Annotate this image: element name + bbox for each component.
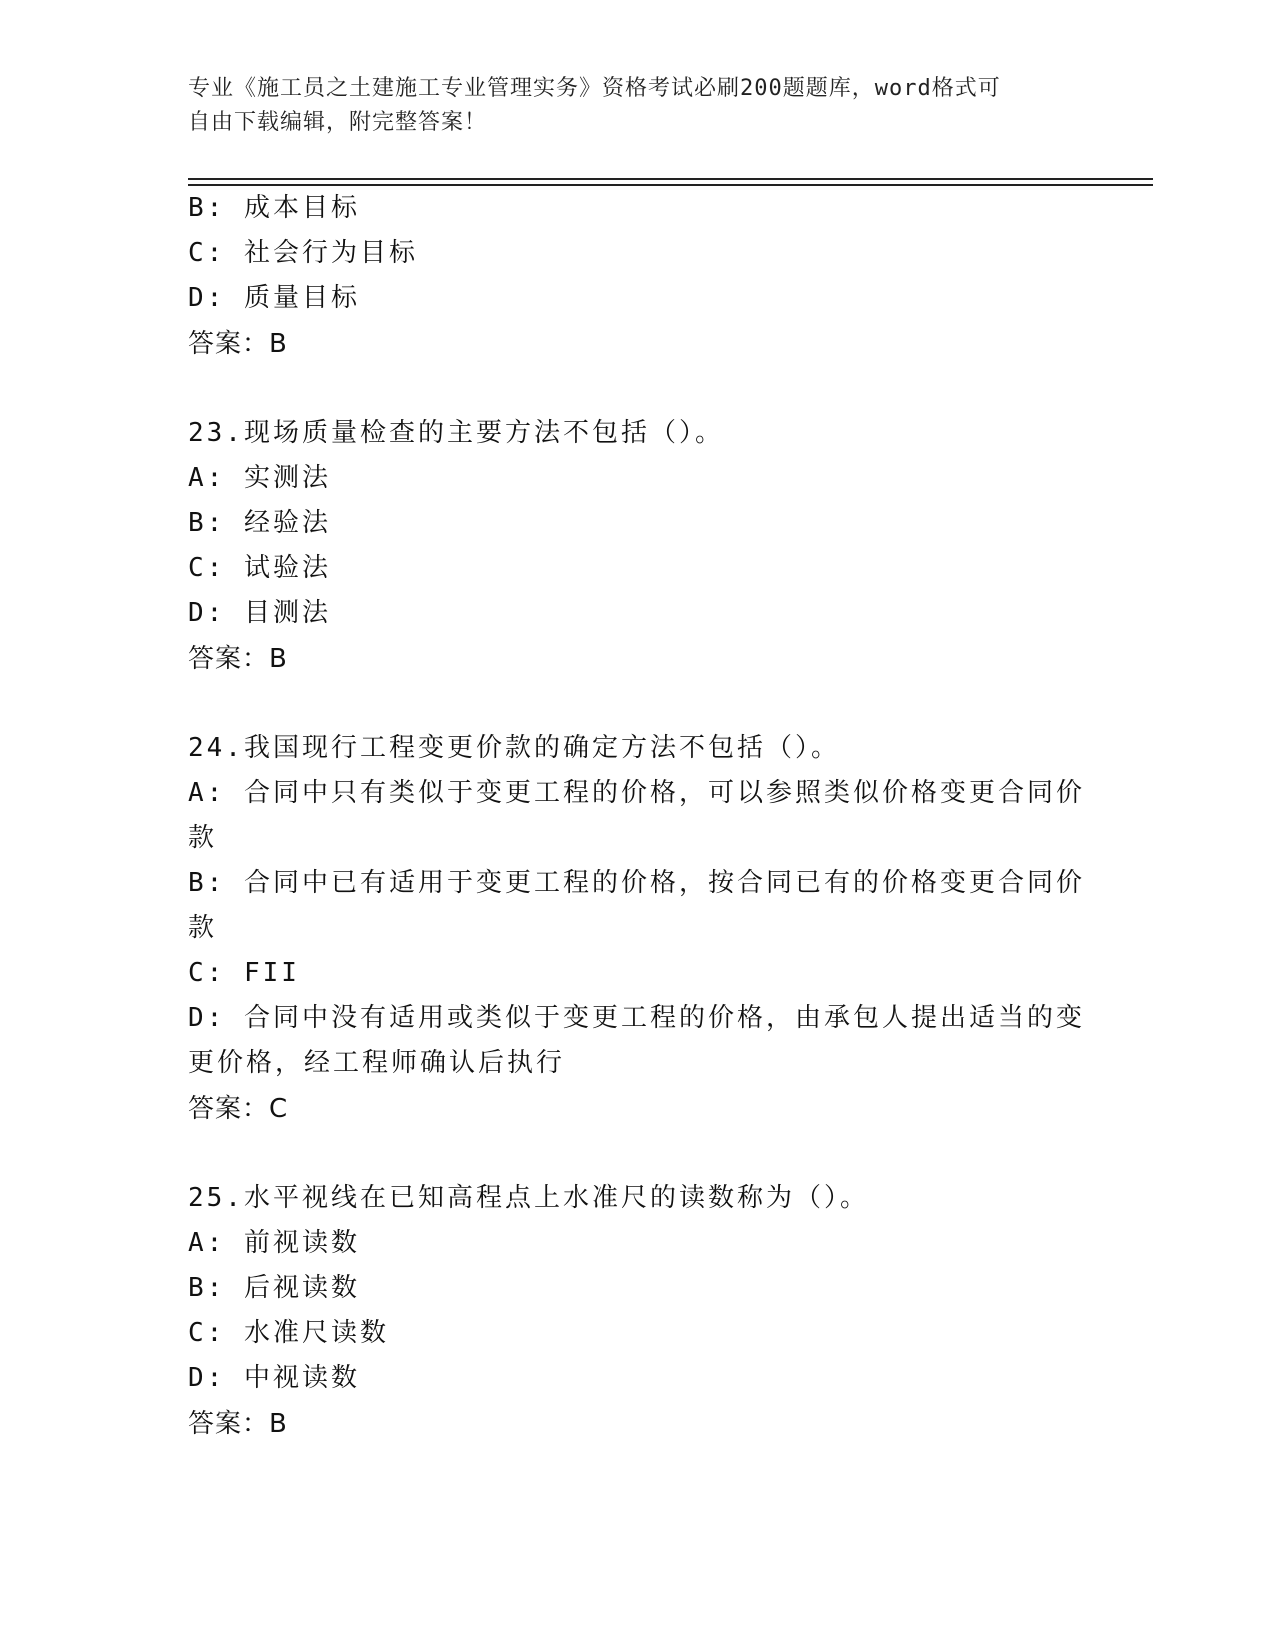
- q24-option-a-line2: 款: [188, 823, 218, 853]
- q24-option-d-line1: D: 合同中没有适用或类似于变更工程的价格，由承包人提出适当的变: [188, 1003, 1085, 1033]
- q25-option-b: B: 后视读数: [188, 1273, 360, 1303]
- q22-option-d: D: 质量目标: [188, 283, 360, 313]
- header-divider-top: [188, 178, 1153, 180]
- q25-option-d: D: 中视读数: [188, 1363, 360, 1393]
- q24-question: 24.我国现行工程变更价款的确定方法不包括（）。: [188, 733, 840, 763]
- q22-answer: 答案：B: [188, 329, 288, 359]
- q23-option-d: D: 目测法: [188, 598, 331, 628]
- q25-question: 25.水平视线在已知高程点上水准尺的读数称为（）。: [188, 1183, 869, 1213]
- q22-option-b: B: 成本目标: [188, 193, 360, 223]
- q25-answer: 答案：B: [188, 1409, 288, 1439]
- q23-option-a: A: 实测法: [188, 463, 331, 493]
- q23-question: 23.现场质量检查的主要方法不包括（）。: [188, 418, 724, 448]
- q23-answer: 答案：B: [188, 644, 288, 674]
- q24-option-a-line1: A: 合同中只有类似于变更工程的价格，可以参照类似价格变更合同价: [188, 778, 1085, 808]
- q24-answer: 答案：C: [188, 1094, 289, 1124]
- q23-option-c: C: 试验法: [188, 553, 331, 583]
- q24-option-d-line2: 更价格，经工程师确认后执行: [188, 1048, 566, 1078]
- document-header: [188, 72, 1068, 140]
- q24-option-b-line2: 款: [188, 913, 218, 943]
- q25-option-c: C: 水准尺读数: [188, 1318, 389, 1348]
- header-line-2: 自由下载编辑，附完整答案！: [188, 110, 488, 135]
- q24-option-c: C: FII: [188, 958, 300, 988]
- q24-option-b-line1: B: 合同中已有适用于变更工程的价格，按合同已有的价格变更合同价: [188, 868, 1085, 898]
- header-line-1: 专业《施工员之土建施工专业管理实务》资格考试必刷200题题库，word格式可: [188, 76, 1001, 101]
- q25-option-a: A: 前视读数: [188, 1228, 360, 1258]
- q22-option-c: C: 社会行为目标: [188, 238, 418, 268]
- q23-option-b: B: 经验法: [188, 508, 331, 538]
